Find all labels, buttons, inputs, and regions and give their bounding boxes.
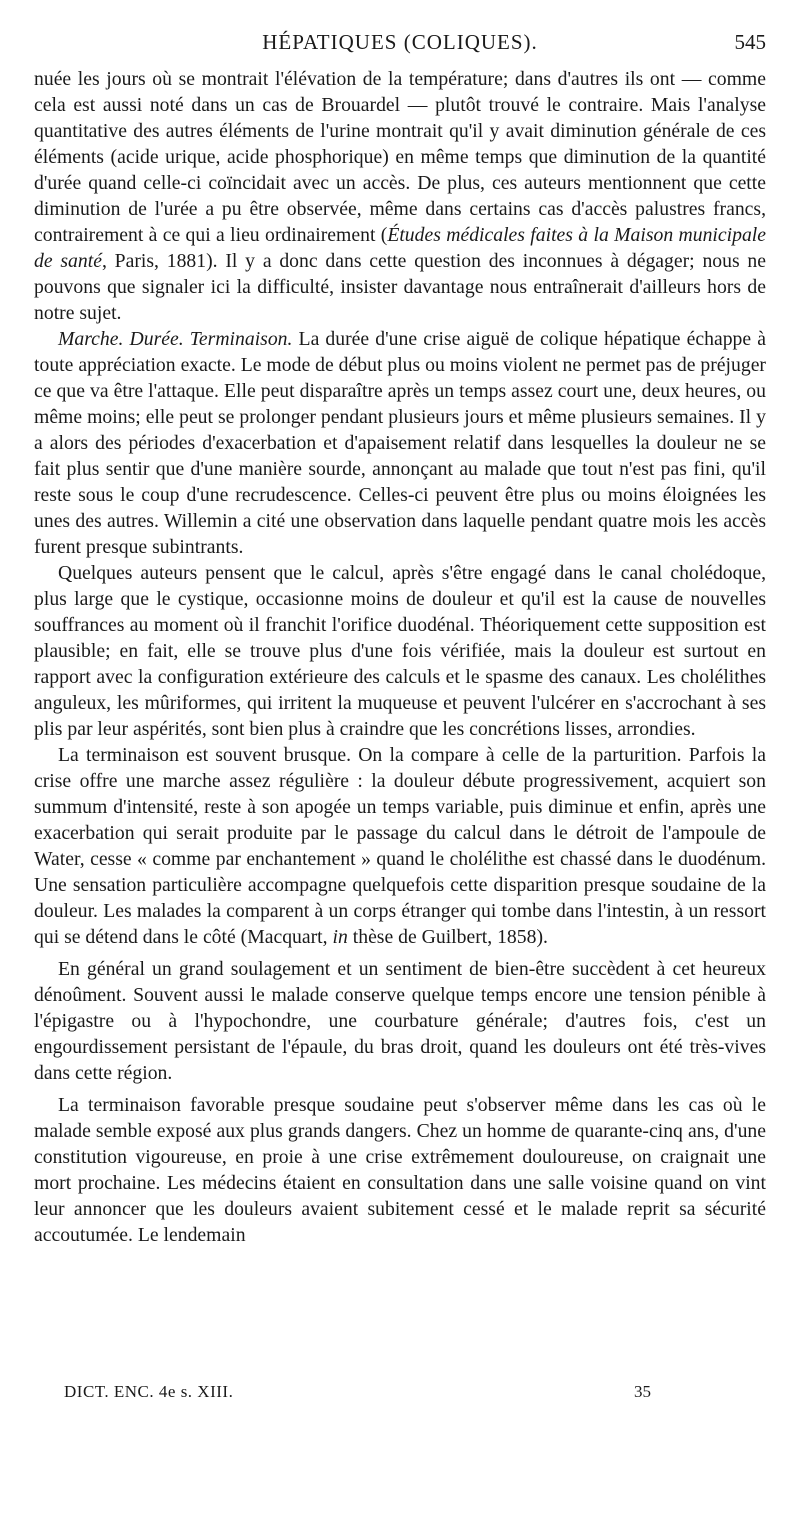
paragraph-6: La terminaison favorable presque soudaine peut s'observer même dans les cas où le malade semble exposé aux plus grands dangers. Chez un homme de quarante-cinq ans, d'une constitution vigoureuse, en proie à une crise extrêmement douloureuse, on craignait une mort prochaine. Les médecins étaient en consultation dans une salle voisine quand on vint leur annoncer que les douleurs avaient subitement cessé et le malade reprit sa sécurité accoutumée. Le lendemain (34, 1094, 766, 1246)
paragraph-1 (34, 66, 766, 326)
section-heading-marche: Marche. Durée. Terminaison. (58, 328, 293, 350)
page-footer (34, 1382, 766, 1406)
paragraph-4-text-a: La terminaison est souvent brusque. On la compare à celle de la parturition. Parfois la crise offre une marche assez régulière : la douleur débute progressivement, acquiert son summum d'intensité, reste à son apogée un temps variable, puis diminue et enfin, après une exacerbation qui serait produite par le passage du calcul dans le détroit de l'ampoule de Water, cesse « comme par enchantement » quand le cholélithe est chassé dans le duodénum. Une sensation particulière accompagne quelquefois cette disparition presque soudaine de la douleur. Les malades la comparent à un corps étranger qui tombe dans l'intestin, à un ressort qui se détend dans le côté (Macquart, (34, 744, 766, 948)
running-title: HÉPATIQUES (COLIQUES). (262, 30, 538, 54)
paragraph-1-text-b: , Paris, 1881). Il y a donc dans cette question des inconnues à dégager; nous ne pouvons que signaler ici la difficulté, insister davantage nous entraînerait d'ailleurs hors de notre sujet. (34, 250, 767, 324)
paragraph-3: Quelques auteurs pensent que le calcul, après s'être engagé dans le canal cholédoque, plus large que le cystique, occasionne moins de douleur et qu'il est la cause de nouvelles souffrances au moment où il franchit l'orifice duodénal. Théoriquement cette supposition est plausible; en fait, elle se trouve plus d'une fois vérifiée, mais la douleur est surtout en rapport avec la configuration extérieure des calculs et le spasme des canaux. Les cholélithes anguleux, les mûriformes, qui irritent la muqueuse et peuvent l'ulcérer en s'accrochant à ses plis par leur aspérités, sont bien plus à craindre que les concrétions lisses, arrondies. (34, 562, 766, 740)
paragraph-2 (34, 326, 766, 560)
paragraph-5: En général un grand soulagement et un sentiment de bien-être succèdent à cet heureux dénoûment. Souvent aussi le malade conserve quelque temps encore une tension pénible à l'épigastre ou à l'hypochondre, une courbature générale; d'autres fois, c'est un engourdissement persistant de l'épaule, du bras droit, quand les douleurs ont été très-vives dans cette région. (34, 958, 766, 1084)
body-text (34, 66, 766, 1248)
paragraph-4 (34, 742, 766, 950)
paragraph-1-text-a: nuée les jours où se montrait l'élévation de la température; dans d'autres ils ont — comme cela est aussi noté dans un cas de Brouardel — plutôt trouvé le contraire. Mais l'analyse quantitative des autres éléments de l'urine montrait qu'il y avait diminution générale de ces éléments (acide urique, acide phosphorique) en même temps que diminution de la quantité d'urée quand celle-ci coïncidait avec un accès. De plus, ces auteurs mentionnent que cette diminution de l'urée a pu être observée, même dans certains cas d'accès palustres francs, contrairement à ce qui a lieu ordinairement ( (34, 68, 766, 246)
signature-mark: DICT. ENC. 4e s. XIII. (64, 1382, 234, 1401)
paragraph-2-text: La durée d'une crise aiguë de colique hépatique échappe à toute appréciation exacte. Le mode de début plus ou moins violent ne permet pas de préjuger ce que va être l'attaque. Elle peut disparaître après un temps assez court une, deux heures, ou même moins; elle peut se prolonger pendant plusieurs jours et même plusieurs semaines. Il y a alors des périodes d'exacerbation et d'apaisement relatif dans lesquelles la douleur ne se fait plus sentir que d'une manière sourde, annonçant au malade que tout n'est pas fini, qu'il reste sous le coup d'une recrudescence. Celles-ci peuvent être plus ou moins éloignées les unes des autres. Willemin a cité une observation dans laquelle pendant quatre mois les accès furent presque subintrants. (34, 328, 766, 558)
paragraph-4-text-b: thèse de Guilbert, 1858). (347, 926, 548, 948)
page-number: 545 (734, 30, 766, 54)
signature-number: 35 (634, 1382, 651, 1401)
paragraph-4-italic: in (332, 926, 348, 948)
paragraph-1-italic-title: Études médicales faites à la Maison municipale de santé (34, 224, 767, 272)
book-page (34, 30, 767, 1401)
page-header (34, 30, 766, 60)
